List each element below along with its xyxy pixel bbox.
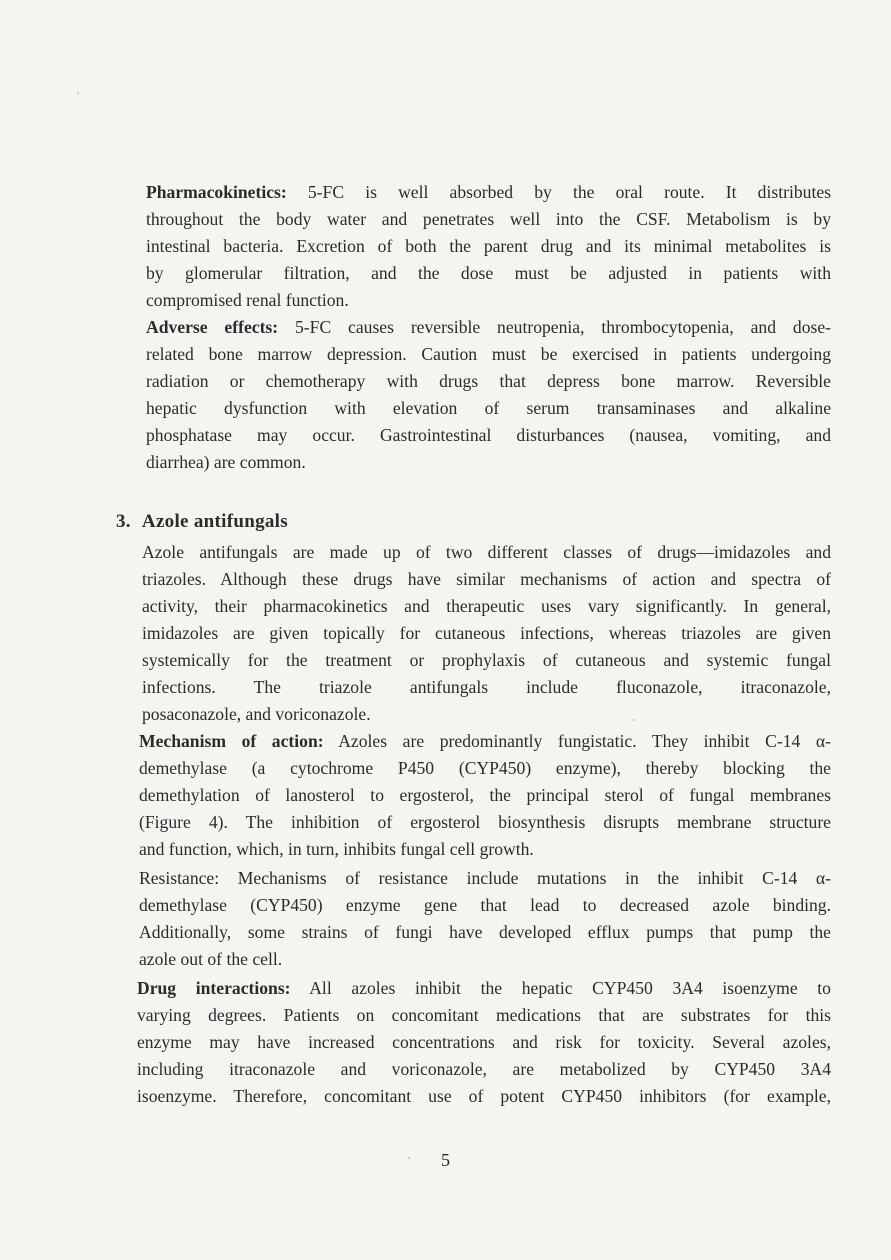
text-line: isoenzyme. Therefore, concomitant use of potent CYP450 inhibitors (for example, [137,1086,831,1106]
mechanism-label: Mechanism of action: [139,731,324,751]
text-line: radiation or chemotherapy with drugs that depress bone marrow. Reversible [146,371,831,391]
text-line: infections. The triazole antifungals include fluconazole, itraconazole, [142,677,831,697]
text-line: enzyme may have increased concentrations and risk for toxicity. Several azoles, [137,1032,831,1052]
text-line: azole out of the cell. [139,949,283,969]
page-number: 5 [441,1150,450,1170]
text-line: related bone marrow depression. Caution must be exercised in patients undergoing [146,344,831,364]
text-line: compromised renal function. [146,290,349,310]
text-line: by glomerular filtration, and the dose must be adjusted in patients with [146,263,831,283]
scan-speck [77,92,79,94]
text-line: phosphatase may occur. Gastrointestinal disturbances (nausea, vomiting, and [146,425,831,445]
text-line: Resistance: Mechanisms of resistance include mutations in the inhibit C-14 α- [139,868,831,888]
text-line: diarrhea) are common. [146,452,306,472]
drug-interactions-label: Drug interactions: [137,978,291,998]
text-line: hepatic dysfunction with elevation of serum transaminases and alkaline [146,398,831,418]
section-title: Azole antifungals [141,511,288,532]
text-line: Azole antifungals are made up of two different classes of drugs—imidazoles and [142,542,831,562]
text-line: Mechanism of action: Azoles are predominantly fungistatic. They inhibit C-14 α- [139,731,831,751]
text-line: varying degrees. Patients on concomitant medications that are substrates for this [137,1005,831,1025]
text-line: activity, their pharmacokinetics and therapeutic uses vary significantly. In general, [142,596,831,616]
section-heading [116,511,288,533]
text-line: intestinal bacteria. Excretion of both the parent drug and its minimal metabolites is [146,236,831,256]
text-line: imidazoles are given topically for cutaneous infections, whereas triazoles are given [142,623,831,643]
section-number: 3. [116,511,131,532]
text-line: systemically for the treatment or prophylaxis of cutaneous and systemic fungal [142,650,831,670]
text-line: demethylase (a cytochrome P450 (CYP450) enzyme), thereby blocking the [139,758,831,778]
text-line: Pharmacokinetics: 5-FC is well absorbed by the oral route. It distributes [146,182,831,202]
text-line: demethylation of lanosterol to ergosterol, the principal sterol of fungal membranes [139,785,831,805]
text-line: and function, which, in turn, inhibits fungal cell growth. [139,839,534,859]
adverse-effects-label: Adverse effects: [146,317,279,337]
scan-speck [633,719,635,721]
pharmacokinetics-label: Pharmacokinetics: [146,182,287,202]
text-line: Adverse effects: 5-FC causes reversible neutropenia, thrombocytopenia, and dose- [146,317,832,337]
text-line: posaconazole, and voriconazole. [142,704,371,724]
text-line: including itraconazole and voriconazole, are metabolized by CYP450 3A4 [137,1059,831,1079]
text-line: throughout the body water and penetrates well into the CSF. Metabolism is by [146,209,831,229]
text-line: Drug interactions: All azoles inhibit the hepatic CYP450 3A4 isoenzyme to [137,978,831,998]
text-line: triazoles. Although these drugs have similar mechanisms of action and spectra of [142,569,831,589]
text-line: Additionally, some strains of fungi have developed efflux pumps that pump the [139,922,831,942]
text-line: demethylase (CYP450) enzyme gene that lead to decreased azole binding. [139,895,831,915]
text-line: (Figure 4). The inhibition of ergosterol biosynthesis disrupts membrane structure [139,812,831,832]
